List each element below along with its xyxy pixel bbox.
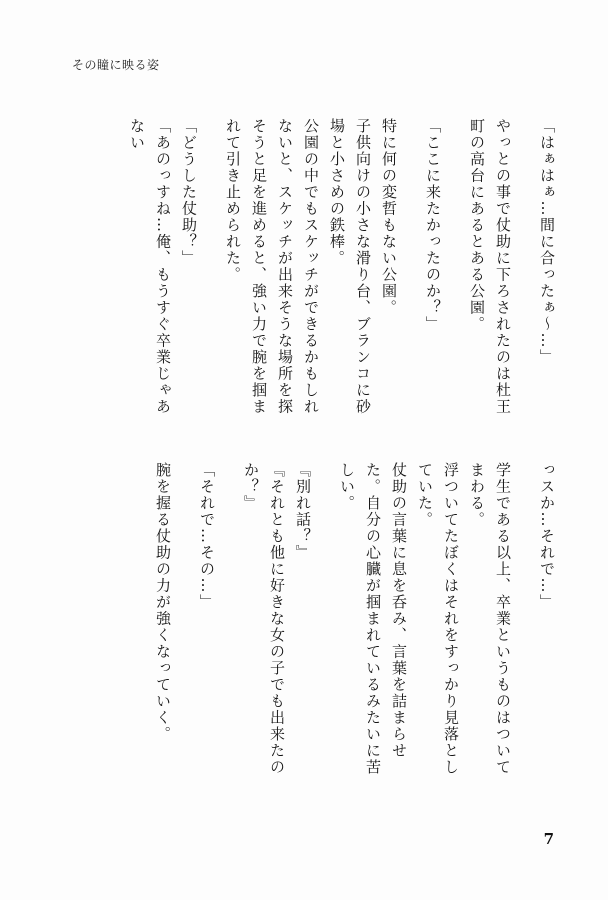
inner-thought-line: 『それとも他に好きな女の子でも出来たのか？』	[242, 462, 286, 776]
page-number: 7	[543, 830, 554, 848]
dialogue-line: 「どうした仗助？」	[180, 118, 198, 267]
dialogue-line: 「それで…その…」	[198, 462, 216, 611]
dialogue-line: 「あのっすね…俺、もうすぐ卒業じゃあない	[128, 118, 172, 415]
narration-paragraph: 腕を握る仗助の力が強くなっていく。	[154, 462, 172, 743]
dialogue-line: 「ここに来たかったのか？」	[424, 118, 442, 333]
narration-paragraph: 特に何の変哲もない公園。	[380, 118, 398, 316]
running-title: その瞳に映る姿	[72, 58, 160, 72]
narration-paragraph: 子供向けの小さな滑り台、ブランコに砂場と小さめの鉄棒。	[328, 118, 372, 415]
narration-paragraph: やっとの事で仗助に下ろされたのは杜王町の高台にあるとある公園。	[468, 118, 512, 415]
dialogue-line: 「はぁはぁ…間に合ったぁ～…」	[538, 118, 556, 366]
narration-paragraph: 学生である以上、卒業というものはついてまわる。	[468, 462, 512, 776]
dialogue-line: っスか…それで…」	[538, 462, 556, 611]
inner-thought-line: 『別れ話？』	[294, 462, 312, 561]
narration-paragraph: 公園の中でもスケッチができるかもしれないと、スケッチが出来そうな場所を探そうと足を進めると、強い力で腕を掴まれて引き止められた。	[224, 118, 320, 415]
narration-paragraph: 浮ついてたぼくはそれをすっかり見落としていた。	[416, 462, 460, 776]
narration-paragraph: 仗助の言葉に息を呑み、言葉を詰まらせた。自分の心臓が掴まれているみたいに苦しい。	[338, 462, 408, 776]
text-tier-bottom	[80, 462, 560, 782]
text-tier-top	[80, 118, 560, 426]
